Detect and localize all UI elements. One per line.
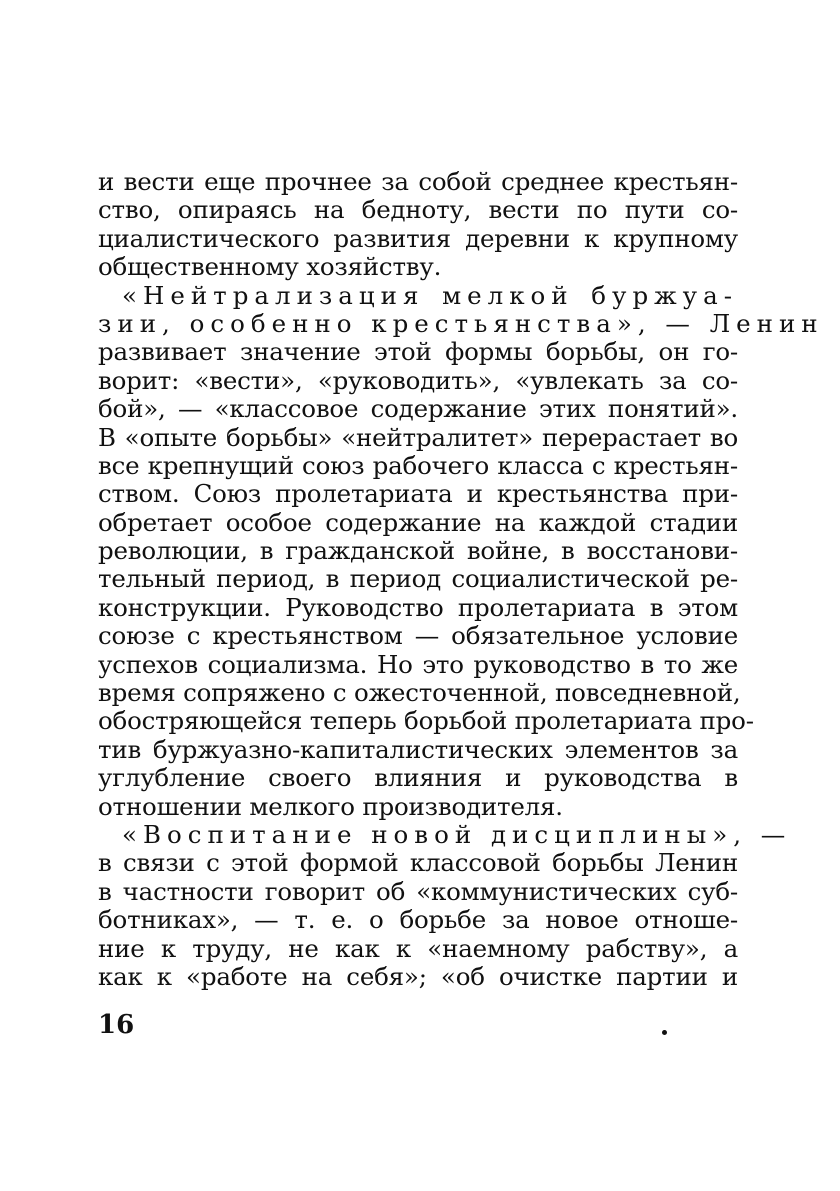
text-line: как к «работе на себя»; «об очистке партии и [98,961,738,991]
text-line: бой», — «классовое содержание этих понятий». [98,394,738,424]
text-line: и вести еще прочнее за собой среднее крестьян- [98,167,738,196]
text-line: развивает значение этой формы борьбы, он го- [98,337,738,367]
text-line: ние к труду, не как к «наемному рабству», а [98,933,738,963]
text-line: обостряющейся теперь борьбой пролетариата про- [98,706,754,736]
body-text [98,167,824,991]
text-line: революции, в гражданской войне, в восстанови- [98,536,738,566]
text-line-emphasis: зии, особенно крестьянства», — Ленин [98,308,824,338]
text-line: В «опыте борьбы» «нейтралитет» перерастает во [98,422,738,452]
text-line: отношении мелкого производителя. [98,791,563,821]
text-line-emphasis: «Воспитание новой дисциплины», — [122,819,792,849]
text-line: ство, опираясь на бедноту, вести по пути со- [98,195,738,225]
text-line: тельный период, в период социалистической ре- [98,564,738,594]
text-line: в частности говорит об «коммунистических суб- [98,876,738,906]
text-line: тив буржуазно-капиталистических элементов за [98,734,738,764]
text-line: циалистического развития деревни к крупному [98,223,738,253]
text-line: обретает особое содержание на каждой стадии [98,507,738,537]
text-line: ботниках», — т. е. о борьбе за новое отноше- [98,905,738,935]
text-line: ворит: «вести», «руководить», «увлекать за со- [98,365,738,395]
text-line-emphasis: «Нейтрализация мелкой буржуа- [122,280,738,310]
text-line: ством. Союз пролетариата и крестьянства при- [98,479,738,509]
text-line: общественному хозяйству. [98,252,442,282]
text-line: время сопряжено с ожесточенной, повседневной, [98,678,741,708]
text-line: конструкции. Руководство пролетариата в этом [98,592,738,622]
text-line: все крепнущий союз рабочего класса с крестьян- [98,450,738,480]
ink-dot [662,1030,667,1035]
text-line: союзе с крестьянством — обязательное условие [98,621,738,651]
text-line: углубление своего влияния и руководства в [98,763,738,793]
page-number: 16 [98,1010,135,1040]
text-line: успехов социализма. Но это руководство в то же [98,649,738,679]
text-line: в связи с этой формой классовой борьбы Ленин [98,848,738,878]
